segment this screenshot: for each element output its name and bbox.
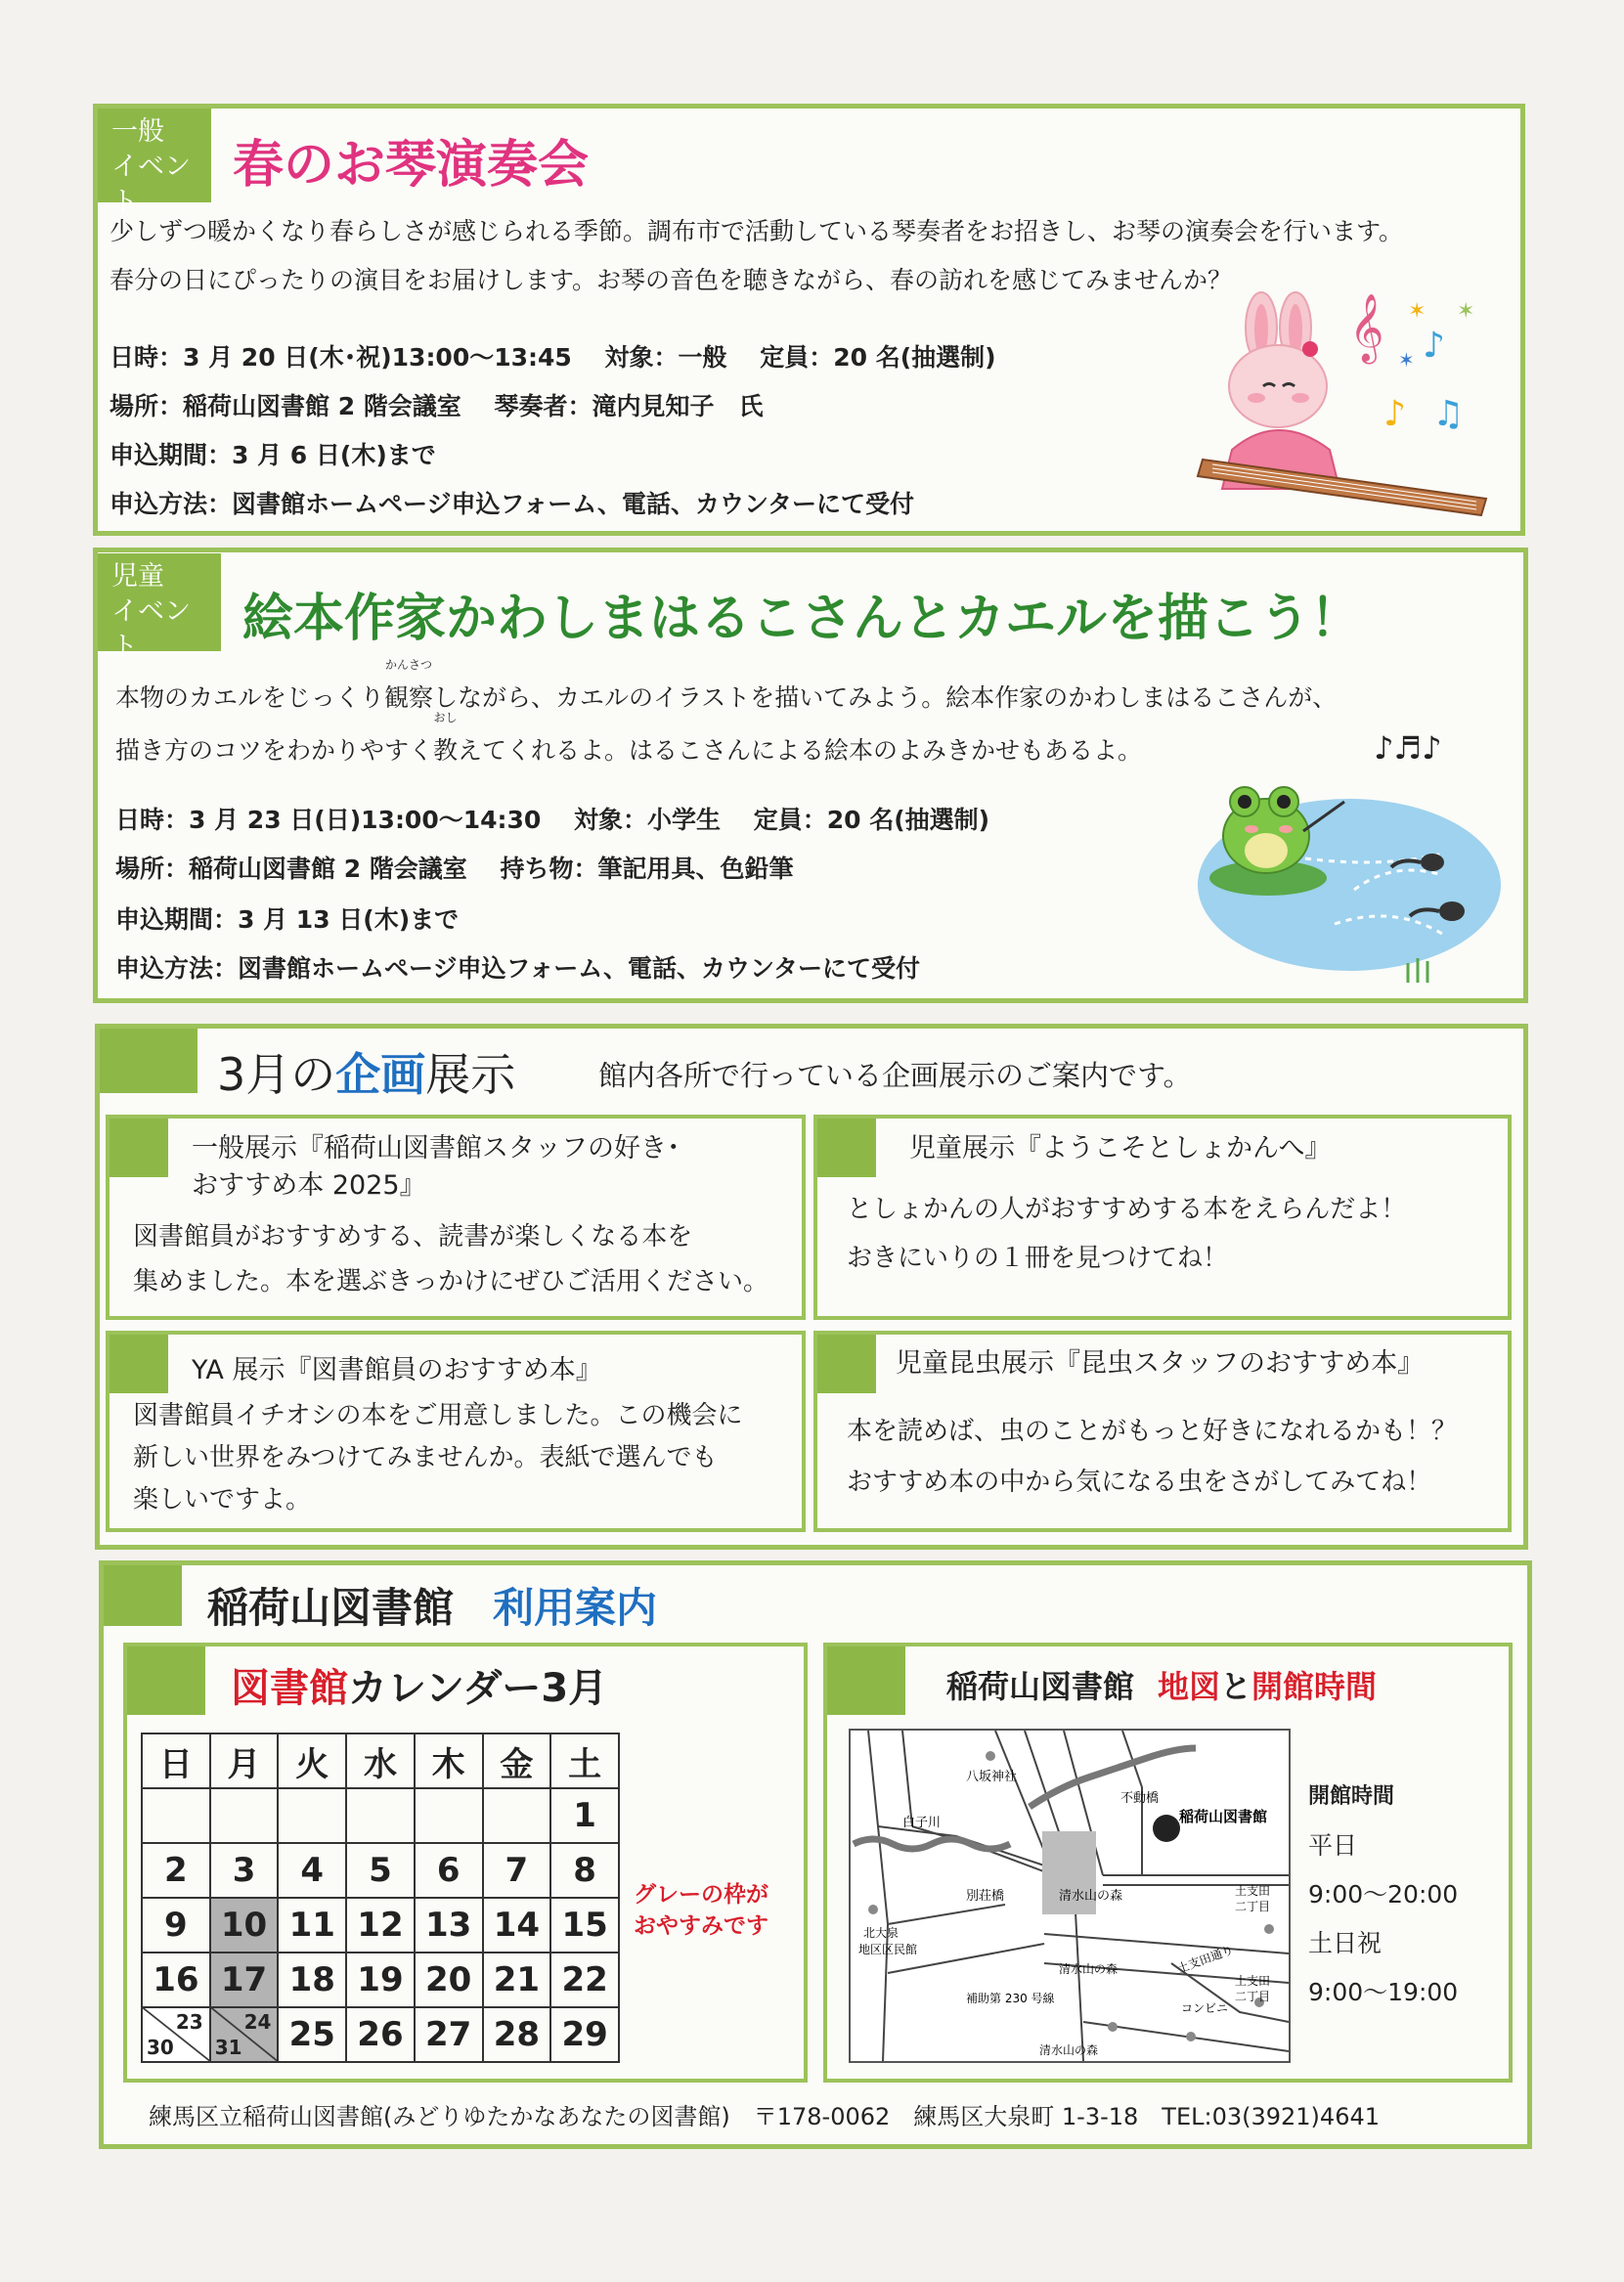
weekday-tue: 火 [278, 1733, 346, 1788]
map-label-dosita2b: 二丁目 [1235, 1900, 1271, 1913]
hours-title: 開館時間 [1308, 1784, 1395, 1809]
event2-detail-place: 場所：稲荷山図書館 2 階会議室 持ち物：筆記用具、色鉛筆 [115, 855, 794, 883]
box3-body-line1: 図書館員イチオシの本をご用意しました。この機会に [133, 1401, 743, 1430]
split-top-23: 23 [175, 2010, 203, 2034]
calendar-week-4 [142, 1953, 619, 2007]
calendar-week-1 [142, 1788, 619, 1843]
box2-corner [817, 1119, 876, 1177]
box1-title-line2: おすすめ本 2025』 [192, 1170, 426, 1201]
box3-body-line3: 楽しいですよ。 [133, 1485, 312, 1514]
calendar-day: 11 [278, 1898, 346, 1953]
event2-ruby1-base: 観察 [384, 683, 434, 712]
event1-tag-line1: 一般 [111, 116, 164, 147]
event2-detail-datetime: 日時：3 月 23 日(日)13:00～14:30 対象：小学生 定員：20 名(抽選制) [115, 806, 990, 834]
event2-ruby-oshi [433, 711, 459, 775]
calendar-week-3 [142, 1898, 619, 1953]
event2-desc2-b: えてくれるよ。はるこさんによる絵本のよみきかせもあるよ。 [458, 736, 1143, 765]
event2-desc2-a: 描き方のコツをわかりやすく [115, 736, 434, 765]
map-label-bessobashi: 別荘橋 [966, 1889, 1005, 1904]
hours-weekday: 9:00～20:00 [1308, 1880, 1459, 1909]
svg-text:✶: ✶ [1457, 299, 1475, 324]
calendar-day: 2 [142, 1843, 210, 1898]
box2-body-line1: としょかんの人がおすすめする本をえらんだよ！ [847, 1195, 1407, 1224]
calendar-day [142, 1788, 210, 1843]
event1-title: 春のお琴演奏会 [233, 136, 590, 195]
map-label-dosita2a: 土支田 [1235, 1884, 1271, 1898]
calendar-day: 12 [346, 1898, 415, 1953]
calendar-week-5 [142, 2007, 619, 2062]
calendar-header-row [142, 1733, 619, 1788]
frog-pond-illustration [1188, 772, 1501, 987]
calendar-day: 3 [210, 1843, 279, 1898]
weekday-wed: 水 [346, 1733, 415, 1788]
event1-detail-place: 場所：稲荷山図書館 2 階会議室 琴奏者：滝内見知子 氏 [110, 392, 764, 420]
map-title-b: 地図 [1158, 1668, 1221, 1705]
map-label-konbini: コンビニ [1181, 2001, 1229, 2015]
map-label-library: 稲荷山図書館 [1179, 1808, 1268, 1825]
split-bottom-30: 30 [147, 2036, 174, 2059]
calendar-day: 13 [415, 1898, 483, 1953]
svg-text:✶: ✶ [1408, 299, 1426, 324]
exhibit-corner-mark [100, 1029, 198, 1093]
map-label-hachisaka: 八坂神社 [966, 1770, 1018, 1784]
calendar-day: 15 [550, 1898, 619, 1953]
map-label-shimizuyama2: 清水山の森 [1059, 1962, 1119, 1976]
calendar-day-split-24-31-closed [210, 2007, 279, 2062]
weekday-thu: 木 [415, 1733, 483, 1788]
event2-ruby2-text: おし [433, 711, 458, 724]
hours-weekday-label: 平日 [1308, 1831, 1358, 1860]
calendar-day: 29 [550, 2007, 619, 2062]
svg-text:♪: ♪ [1423, 326, 1445, 366]
split-bottom-31: 31 [214, 2036, 242, 2059]
svg-text:♪: ♪ [1383, 394, 1406, 434]
svg-text:✶: ✶ [1398, 348, 1415, 372]
event1-tag [98, 109, 211, 217]
calendar-day: 25 [278, 2007, 346, 2062]
calendar-day: 7 [483, 1843, 551, 1898]
map-label-fudobashi: 不動橋 [1120, 1791, 1160, 1806]
closed-note-line2: おやすみです [634, 1913, 768, 1939]
calendar-day: 27 [415, 2007, 483, 2062]
box3-title: YA 展示『図書館員のおすすめ本』 [192, 1355, 602, 1385]
footer-address: 練馬区立稲荷山図書館(みどりゆたかなあなたの図書館) 〒178-0062 練馬区大泉町 1-3-18 TEL:03(3921)4641 [149, 2103, 1381, 2130]
svg-text:𝄞: 𝄞 [1349, 293, 1384, 362]
exhibit-title-a: 3月の [217, 1048, 336, 1101]
calendar-day-closed: 10 [210, 1898, 279, 1953]
box4-corner [817, 1335, 876, 1393]
event2-tag-line2: イベント [111, 596, 191, 662]
event1-detail-period: 申込期間：3 月 6 日(木)まで [110, 441, 436, 469]
calendar-title-b: カレンダー3月 [348, 1666, 608, 1711]
weekday-sun: 日 [142, 1733, 210, 1788]
calendar-day-split-23-30 [142, 2007, 210, 2062]
guide-corner-mark [104, 1565, 182, 1626]
event1-desc-line1: 少しずつ暖かくなり春らしさが感じられる季節。調布市で活動している琴奏者をお招きし、お琴の演奏会を行います。 [110, 217, 1404, 245]
closed-note-line1: グレーの枠が [634, 1882, 768, 1908]
map-title-a: 稲荷山図書館 [946, 1668, 1135, 1705]
event2-detail-period: 申込期間：3 月 13 日(木)まで [115, 905, 460, 934]
weekday-mon: 月 [210, 1733, 279, 1788]
event2-desc1-a: 本物のカエルをじっくり [115, 683, 385, 712]
box1-body-line1: 図書館員がおすすめする、読書が楽しくなる本を [133, 1222, 693, 1251]
calendar-day: 16 [142, 1953, 210, 2007]
map-label-kitaoizumi1: 北大泉 [863, 1926, 900, 1940]
event2-desc1-b: しながら、カエルのイラストを描いてみよう。絵本作家のかわしまはるこさんが、 [433, 683, 1338, 712]
calendar-day: 8 [550, 1843, 619, 1898]
closed-note [634, 1879, 768, 1942]
calendar-day: 1 [550, 1788, 619, 1843]
event2-tag-line1: 児童 [111, 561, 164, 592]
exhibit-title [217, 1039, 515, 1104]
guide-title-a: 稲荷山図書館 [207, 1584, 455, 1632]
calendar-title [231, 1657, 607, 1713]
event1-desc-line2: 春分の日にぴったりの演目をお届けします。お琴の音色を聴きながら、春の訪れを感じてみませんか？ [110, 266, 1233, 294]
box2-title: 児童展示『ようこそとしょかんへ』 [909, 1133, 1332, 1163]
map-label-dositadori: 土支田通り [1175, 1943, 1236, 1976]
library-map [849, 1729, 1291, 2063]
hours-weekend-label: 土日祝 [1308, 1929, 1383, 1957]
calendar-day: 21 [483, 1953, 551, 2007]
calendar-day [415, 1788, 483, 1843]
split-top-24: 24 [243, 2010, 272, 2034]
box2-body-line2: おきにいりの１冊を見つけてね！ [847, 1244, 1229, 1273]
box4-title: 児童昆虫展示『昆虫スタッフのおすすめ本』 [896, 1348, 1425, 1379]
calendar-day: 22 [550, 1953, 619, 2007]
calendar-title-a: 図書館 [231, 1666, 348, 1711]
box3-body-line2: 新しい世界をみつけてみませんか。表紙で選んでも [133, 1443, 718, 1472]
svg-text:♫: ♫ [1432, 394, 1465, 434]
guide-title [207, 1576, 657, 1635]
map-title-d: 開館時間 [1251, 1668, 1378, 1705]
event1-detail-datetime: 日時：3 月 20 日(木･祝)13:00～13:45 対象：一般 定員：20 名(抽選制) [110, 343, 996, 372]
weekday-sat: 土 [550, 1733, 619, 1788]
map-label-kitaoizumi2: 地区区民館 [858, 1943, 918, 1956]
map-label-shimizuyama: 清水山の森 [1059, 1889, 1123, 1904]
calendar-corner [127, 1646, 205, 1715]
event2-detail-method: 申込方法：図書館ホームページ申込フォーム、電話、カウンターにて受付 [115, 954, 921, 983]
calendar-day [483, 1788, 551, 1843]
map-label-shimizuyama3: 清水山の森 [1039, 2043, 1099, 2057]
calendar-day [278, 1788, 346, 1843]
map-label-hojo: 補助第 230 号線 [966, 1992, 1055, 2005]
calendar-day: 9 [142, 1898, 210, 1953]
box1-body-line2: 集めました。本を選ぶきっかけにぜひご活用ください。 [133, 1267, 769, 1296]
calendar-day: 5 [346, 1843, 415, 1898]
calendar-day: 18 [278, 1953, 346, 2007]
map-label-dosita1a: 土支田 [1235, 1974, 1271, 1988]
hours-weekend: 9:00～19:00 [1308, 1978, 1459, 2006]
music-notes-decoration: ♪♬♪ [1374, 729, 1442, 767]
exhibit-title-b: 企画 [335, 1048, 426, 1101]
box4-body-line2: おすすめ本の中から気になる虫をさがしてみてね！ [847, 1468, 1432, 1497]
calendar-day: 28 [483, 2007, 551, 2062]
calendar-day: 20 [415, 1953, 483, 2007]
calendar-day: 14 [483, 1898, 551, 1953]
calendar-day: 19 [346, 1953, 415, 2007]
guide-title-b: 利用案内 [493, 1584, 658, 1632]
map-corner [827, 1646, 905, 1715]
map-label-shirakogawa: 白子川 [902, 1816, 942, 1830]
box3-corner [110, 1335, 168, 1393]
event2-desc-line2 [115, 711, 1143, 775]
calendar-day: 6 [415, 1843, 483, 1898]
exhibit-title-c: 展示 [425, 1048, 516, 1101]
event2-ruby-kansatsu [384, 658, 434, 723]
box1-corner [110, 1119, 168, 1177]
exhibit-subtitle: 館内各所で行っている企画展示のご案内です。 [598, 1059, 1192, 1092]
map-title-c: と [1220, 1668, 1252, 1705]
calendar-table [141, 1733, 620, 2063]
calendar-day [346, 1788, 415, 1843]
event2-title: 絵本作家かわしまはるこさんとカエルを描こう！ [242, 590, 1362, 648]
event2-desc-line1 [115, 658, 1338, 723]
bunny-koto-illustration [1173, 288, 1506, 518]
calendar-day [210, 1788, 279, 1843]
calendar-day: 4 [278, 1843, 346, 1898]
box4-body-line1: 本を読めば、虫のことがもっと好きになれるかも！？ [847, 1417, 1458, 1446]
event1-tag-line2: イベント [111, 152, 191, 217]
calendar-day-closed: 17 [210, 1953, 279, 2007]
calendar-day: 26 [346, 2007, 415, 2062]
map-title [946, 1662, 1377, 1707]
box1-title-line1: 一般展示『稲荷山図書館スタッフの好き･ [192, 1133, 680, 1163]
event1-detail-method: 申込方法：図書館ホームページ申込フォーム、電話、カウンターにて受付 [110, 490, 915, 518]
event2-ruby2-base: 教 [433, 736, 459, 765]
weekday-fri: 金 [483, 1733, 551, 1788]
calendar-week-2 [142, 1843, 619, 1898]
map-label-dosita1b: 二丁目 [1235, 1990, 1271, 2003]
event2-tag [98, 553, 221, 662]
event2-ruby1-text: かんさつ [385, 658, 433, 672]
